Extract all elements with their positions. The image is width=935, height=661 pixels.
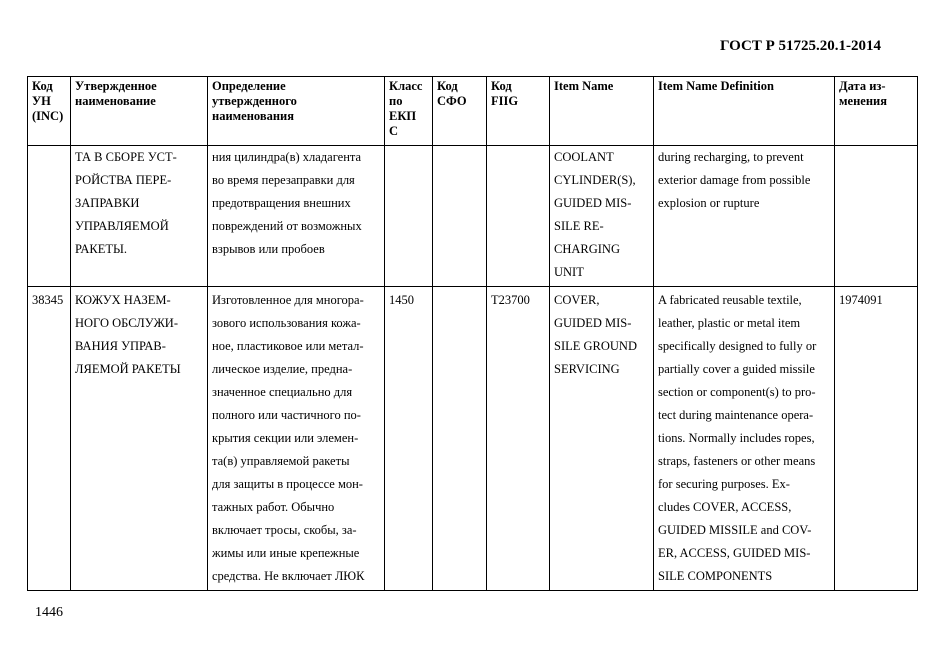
catalog-table [27, 76, 918, 591]
header-line: УН [32, 94, 51, 108]
cell-line: ВАНИЯ УПРАВ- [75, 339, 166, 353]
header-line: (INC) [32, 109, 64, 123]
cell-sfo [433, 146, 487, 287]
header-line: менения [839, 94, 887, 108]
header-col-definition [208, 77, 385, 146]
header-col-sfo [433, 77, 487, 146]
cell-line: лическое изделие, предна- [212, 362, 353, 376]
table-row [28, 146, 918, 287]
cell-line: зового использования кожа- [212, 316, 361, 330]
header-col-inc [28, 77, 71, 146]
header-col-item-name [550, 77, 654, 146]
cell-line: straps, fasteners or other means [658, 454, 816, 468]
cell-line: та(в) управляемой ракеты [212, 454, 350, 468]
cell-fiig [487, 287, 550, 591]
header-line: Код [437, 79, 458, 93]
header-line: по [389, 94, 403, 108]
cell-line: exterior damage from possible [658, 173, 811, 187]
cell-line: тажных работ. Обычно [212, 500, 335, 514]
cell-line: ЛЯЕМОЙ РАКЕТЫ [75, 362, 181, 376]
cell-value: 38345 [32, 293, 64, 307]
header-line: Утвержденное [75, 79, 157, 93]
cell-definition [208, 287, 385, 591]
header-line: ЕКП [389, 109, 417, 123]
header-line: утвержденного [212, 94, 297, 108]
cell-item-def [654, 287, 835, 591]
cell-fiig [487, 146, 550, 287]
cell-line: GUIDED MISSILE and COV- [658, 523, 812, 537]
cell-line: РАКЕТЫ. [75, 242, 128, 256]
cell-line: cludes COVER, ACCESS, [658, 500, 792, 514]
header-col-fiig [487, 77, 550, 146]
cell-line: включает тросы, скобы, за- [212, 523, 357, 537]
table-row [28, 287, 918, 591]
cell-line: значенное специально для [212, 385, 353, 399]
cell-line: A fabricated reusable textile, [658, 293, 802, 307]
cell-line: COVER, [554, 293, 600, 307]
cell-line: SILE COMPONENTS [658, 569, 773, 583]
cell-definition [208, 146, 385, 287]
cell-line: partially cover a guided missile [658, 362, 815, 376]
cell-line: leather, plastic or metal item [658, 316, 801, 330]
header-col-date [835, 77, 918, 146]
header-line: Определение [212, 79, 286, 93]
cell-line: SILE RE- [554, 219, 604, 233]
cell-line: ное, пластиковое или метал- [212, 339, 364, 353]
header-line: Item Name Definition [658, 79, 774, 93]
cell-line: повреждений от возможных [212, 219, 362, 233]
cell-line: жимы или иные крепежные [212, 546, 360, 560]
header-line: СФО [437, 94, 467, 108]
cell-line: УПРАВЛЯЕМОЙ [75, 219, 169, 233]
header-col-item-def [654, 77, 835, 146]
cell-line: COOLANT [554, 150, 614, 164]
cell-sfo [433, 287, 487, 591]
cell-item-def [654, 146, 835, 287]
table-header-row [28, 77, 918, 146]
cell-line: GUIDED MIS- [554, 316, 632, 330]
cell-line: полного или частичного по- [212, 408, 361, 422]
header-line: Класс [389, 79, 423, 93]
cell-value: T23700 [491, 293, 530, 307]
cell-line: section or component(s) to pro- [658, 385, 816, 399]
cell-line: Изготовленное для многора- [212, 293, 364, 307]
cell-line: GUIDED MIS- [554, 196, 632, 210]
cell-line: during recharging, to prevent [658, 150, 804, 164]
cell-line: предотвращения внешних [212, 196, 351, 210]
cell-inc [28, 146, 71, 287]
cell-line: CHARGING [554, 242, 620, 256]
cell-value: 1450 [389, 293, 414, 307]
cell-value: 1974091 [839, 293, 883, 307]
header-line: С [389, 124, 399, 138]
cell-line: НОГО ОБСЛУЖИ- [75, 316, 178, 330]
cell-item-name [550, 287, 654, 591]
cell-line: во время перезаправки для [212, 173, 355, 187]
header-line: Дата из- [839, 79, 886, 93]
header-line: наименования [212, 109, 295, 123]
cell-line: tect during maintenance opera- [658, 408, 814, 422]
cell-line: РОЙСТВА ПЕРЕ- [75, 173, 172, 187]
cell-item-name [550, 146, 654, 287]
page-number: 1446 [35, 605, 63, 620]
header-line: Item Name [554, 79, 614, 93]
header-line: Код [491, 79, 512, 93]
cell-line: ния цилиндра(в) хладагента [212, 150, 362, 164]
header-col-name [71, 77, 208, 146]
cell-line: ЗАПРАВКИ [75, 196, 140, 210]
cell-line: КОЖУХ НАЗЕМ- [75, 293, 171, 307]
cell-line: средства. Не включает ЛЮК [212, 569, 365, 583]
cell-line: tions. Normally includes ropes, [658, 431, 815, 445]
cell-date [835, 287, 918, 591]
cell-line: ER, ACCESS, GUIDED MIS- [658, 546, 811, 560]
cell-line: SERVICING [554, 362, 620, 376]
cell-line: крытия секции или элемен- [212, 431, 359, 445]
cell-class [385, 146, 433, 287]
header-line: Код [32, 79, 53, 93]
cell-line: CYLINDER(S), [554, 173, 636, 187]
header-line: наименование [75, 94, 156, 108]
header-col-class [385, 77, 433, 146]
cell-line: для защиты в процессе мон- [212, 477, 363, 491]
cell-name [71, 287, 208, 591]
cell-line: ТА В СБОРЕ УСТ- [75, 150, 177, 164]
document-code: ГОСТ Р 51725.20.1-2014 [720, 38, 882, 54]
cell-line: SILE GROUND [554, 339, 637, 353]
cell-line: specifically designed to fully or [658, 339, 817, 353]
cell-class [385, 287, 433, 591]
cell-name [71, 146, 208, 287]
cell-date [835, 146, 918, 287]
header-line: FIIG [491, 94, 519, 108]
cell-line: explosion or rupture [658, 196, 760, 210]
cell-inc [28, 287, 71, 591]
cell-line: взрывов или пробоев [212, 242, 325, 256]
cell-line: UNIT [554, 265, 584, 279]
cell-line: for securing purposes. Ex- [658, 477, 790, 491]
